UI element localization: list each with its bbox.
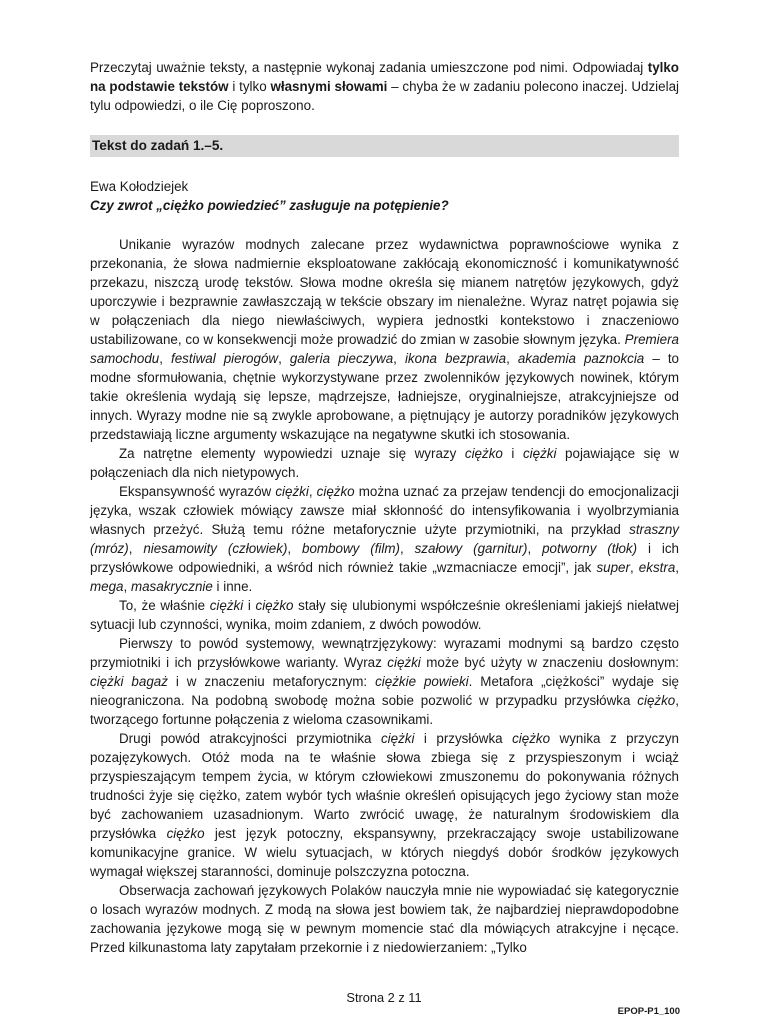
text: i [243, 598, 256, 613]
article-title: Czy zwrot „ciężko powiedzieć” zasługuje na potępienie? [90, 198, 449, 213]
text: , [527, 541, 543, 556]
text: wynika z przyczyn pozajęzykowych. Otóż moda na te właśnie słowa zbiega się z przyspieszonym i wciąż przyspieszającym tempem życia, w którym człowiekowi zmuszonemu do pokonywania różnych trudności żyje się ciężko, zatem wybór tych właśnie określeń opisujących jego życiowy stan może być zachowaniem uzasadnionym. Warto zwrócić uwagę, że naturalnym środowiskiem dla przysłówka [90, 731, 679, 841]
italic-phrase: niesamowity (człowiek) [143, 541, 288, 556]
italic-phrase: szałowy (garnitur) [414, 541, 528, 556]
italic-phrase: ciężko [464, 446, 503, 461]
italic-phrase: akademia paznokcia [517, 351, 645, 366]
italic-phrase: festiwal pierogów [171, 351, 279, 366]
text: , [128, 541, 144, 556]
italic-phrase: ciężki [209, 598, 244, 613]
italic-phrase: galeria pieczywa [289, 351, 394, 366]
text: , [308, 484, 317, 499]
paragraph-3 [90, 482, 679, 596]
text: , [123, 579, 131, 594]
section-header: Tekst do zadań 1.–5. [90, 135, 679, 157]
instructions-text: – chyba że w zadaniu polecono inaczej. Udzielaj tylu odpowiedzi, o ile Cię poproszono. [90, 79, 679, 113]
italic-phrase: ciężki [275, 484, 309, 499]
text: , [278, 351, 290, 366]
italic-phrase: mega [90, 579, 124, 594]
text: Obserwacja zachowań językowych Polaków nauczyła mnie nie wypowiadać się kategorycznie o losach wyrazów modnych. Z modą na słowa jest bowiem tak, że najbardziej nieprawdopodobne zachowania językowe mogą się w pewnym momencie stać dla mówiących atrakcyjne i nęcące. Przed kilkunastoma laty zapytałam przekornie i z niedowierzaniem: „Tylko [90, 883, 679, 955]
text: , [675, 560, 679, 575]
italic-phrase: ciężko [166, 826, 205, 841]
paragraph-4 [90, 596, 679, 634]
text: i [502, 446, 523, 461]
italic-phrase: ciężki [380, 731, 415, 746]
italic-phrase: ciężki bagaż [90, 674, 168, 689]
text: Pierwszy to powód systemowy, wewnątrzjęzykowy: wyrazami modnymi są bardzo często przymiotniki i ich przysłówkowe warianty. Wyraz [90, 636, 679, 670]
instructions [90, 58, 679, 115]
italic-phrase: Premiera samochodu [90, 332, 679, 366]
text: . Metafora „ciężkości” wydaje się nieograniczona. Na podobną swobodę można sobie pozwolić w przypadku przysłówka [90, 674, 680, 708]
instructions-bold: tylko na podstawie tekstów [90, 60, 679, 94]
italic-phrase: ciężkie powieki [375, 674, 469, 689]
italic-phrase: ciężko [316, 484, 355, 499]
paragraph-2 [90, 444, 679, 482]
text: i ich przysłówkowe odpowiedniki, a wśród nich również takie „wzmacniacze emocji”, jak [90, 541, 679, 575]
italic-phrase: potworny (tłok) [542, 541, 638, 556]
text: i w znaczeniu metaforycznym: [167, 674, 376, 689]
italic-phrase: ikona bezprawia [404, 351, 507, 366]
text: , [399, 541, 415, 556]
italic-phrase: ekstra [638, 560, 676, 575]
paragraph-6 [90, 729, 679, 881]
text: To, że właśnie [119, 598, 210, 613]
instructions-bold: własnymi słowami [270, 79, 388, 94]
text: i przysłówka [414, 731, 513, 746]
italic-phrase: super [596, 560, 630, 575]
paragraph-5 [90, 634, 679, 729]
text: , tworzącego fortunne połączenia z wieloma czasownikami. [90, 693, 679, 727]
text: Drugi powód atrakcyjności przymiotnika [119, 731, 381, 746]
instructions-text: i tylko [228, 79, 271, 94]
italic-phrase: ciężki [387, 655, 421, 670]
document-code: EPOP-P1_100 [617, 1006, 680, 1017]
italic-phrase: masakrycznie [130, 579, 213, 594]
text: stały się ulubionymi współcześnie określeniami jakiejś niełatwej sytuacji lub czynności, wynika, moim zdaniem, z dwóch powodów. [90, 598, 679, 632]
text: Za natrętne elementy wypowiedzi uznaje się wyrazy [119, 446, 465, 461]
italic-phrase: ciężko [512, 731, 551, 746]
paragraph-7 [90, 881, 679, 957]
page-content [90, 58, 679, 957]
text: Ekspansywność wyrazów [119, 484, 276, 499]
text: , [393, 351, 405, 366]
italic-phrase: straszny (mróz) [90, 522, 679, 556]
text: , [506, 351, 518, 366]
text: , [629, 560, 639, 575]
text: , [287, 541, 303, 556]
text: Unikanie wyrazów modnych zalecane przez wydawnictwa poprawnościowe wynika z przekonania, że słowa nadmiernie eksploatowane zakłócają ekonomiczność i komunikatywność przekazu, niszczą urodę tekstów. Słowa modne określa się mianem natrętów językowych, gdyż uporczywie i bezprawnie zawłaszczają w tekście obszary im nienależne. Wyraz natręt pojawia się w połączeniach dla niego niewłaściwych, wypiera jednostki kontekstowo i znaczeniowo ustabilizowane, co w konsekwencji może prowadzić do zmian w zasobie słownym języka. [90, 237, 679, 347]
italic-phrase: ciężko [637, 693, 676, 708]
paragraph-1 [90, 235, 679, 444]
text: , [159, 351, 172, 366]
italic-phrase: ciężko [255, 598, 294, 613]
text: można uznać za przejaw tendencji do emocjonalizacji języka, wszak człowiek mówiący zawsze miał skłonność do intensyfikowania i wyolbrzymiania własnych przeżyć. Służą temu różne metaforycznie użyte przymiotniki, na przykład [90, 484, 679, 537]
instructions-text: Przeczytaj uważnie teksty, a następnie wykonaj zadania umieszczone pod nimi. Odpowiadaj [90, 60, 648, 75]
italic-phrase: bombowy (film) [302, 541, 400, 556]
text: i inne. [212, 579, 253, 594]
page-number: Strona 2 z 11 [346, 990, 422, 1005]
article-author: Ewa Kołodziejek [90, 179, 189, 194]
article-body [90, 235, 679, 957]
text: pojawiające się w połączeniach dla nich nietypowych. [90, 446, 679, 480]
text: może być użyty w znaczeniu dosłownym: [420, 655, 680, 670]
italic-phrase: ciężki [522, 446, 557, 461]
text: – to modne sformułowania, chętnie wykorzystywane przez zwolenników językowych nowinek, którym takie określenia wydają się lepsze, mądrzejsze, ładniejsze, oryginalniejsze, atrakcyjniejsze od innych. Wyrazy modne nie są zwykle aprobowane, a piętnujący je autorzy poradników językowych przedstawiają liczne argumenty wskazujące na negatywne skutki ich stosowania. [90, 351, 679, 442]
text: jest język potoczny, ekspansywny, przekraczający swoje ustabilizowane komunikacyjne granice. W wielu sytuacjach, w których niegdyś dobór środków językowych wymagał większej staranności, dominuje polszczyzna potoczna. [90, 826, 679, 879]
